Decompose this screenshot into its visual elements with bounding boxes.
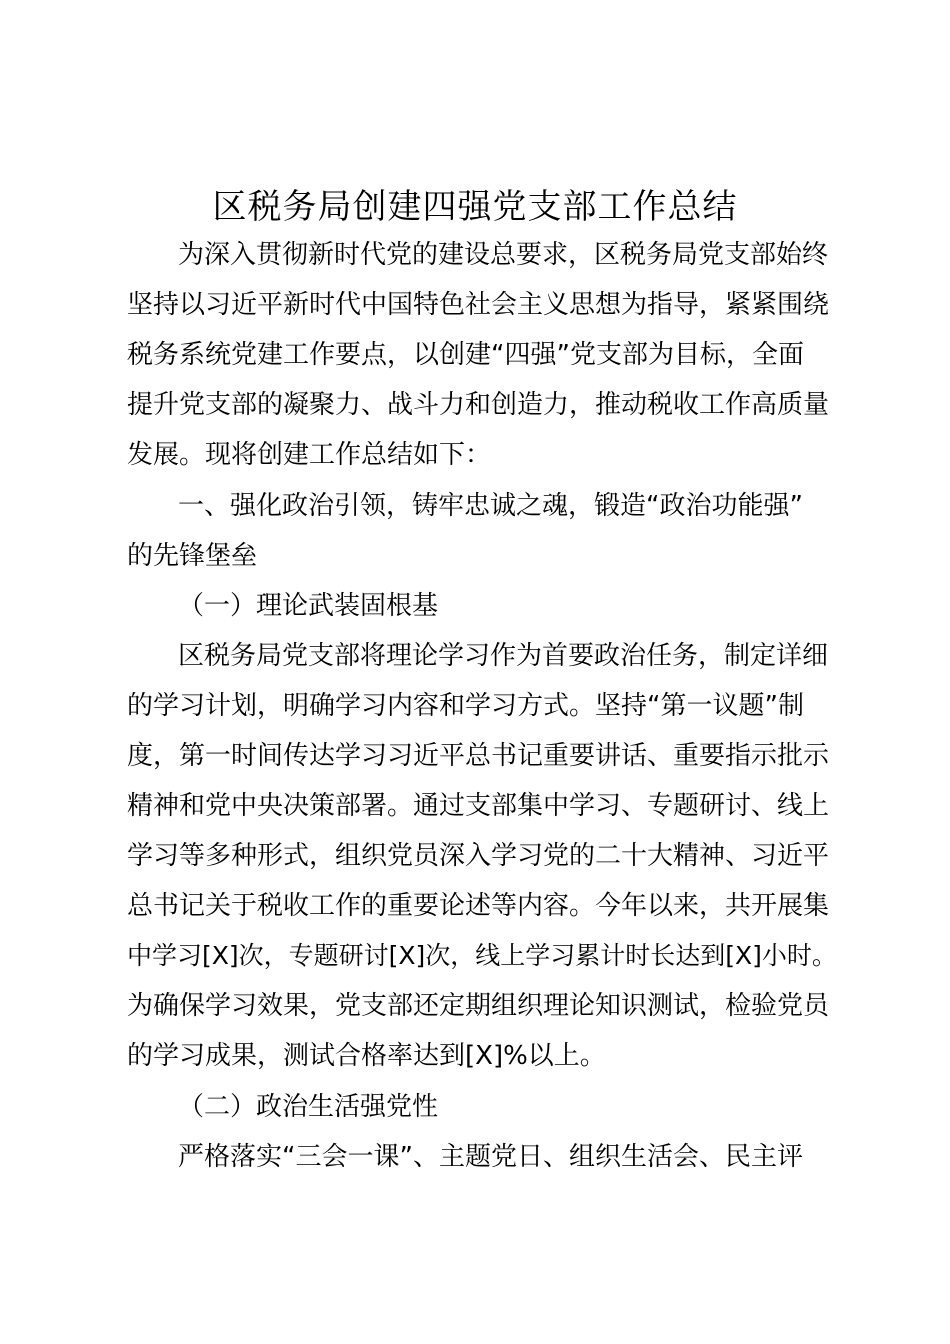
document-title: 区税务局创建四强党支部工作总结 — [212, 187, 738, 227]
body-line: 区税务局党支部将理论学习作为首要政治任务，制定详细 — [178, 641, 829, 671]
subsection-heading: （二）政治生活强党性 — [178, 1092, 439, 1122]
body-line: 中学习[X]次，专题研讨[X]次，线上学习累计时长达到[X]小时。 — [127, 941, 837, 970]
body-line: 坚持以习近平新时代中国特色社会主义思想为指导，紧紧围绕 — [127, 290, 830, 320]
body-line: 总书记关于税收工作的重要论述等内容。今年以来，共开展集 — [127, 891, 830, 921]
section-heading-line: 一、强化政治引领，铸牢忠诚之魂，锻造“政治功能强” — [178, 491, 803, 521]
subsection-heading: （一）理论武装固根基 — [178, 591, 439, 621]
body-line: 提升党支部的凝聚力、战斗力和创造力，推动税收工作高质量 — [127, 390, 830, 420]
body-line: 度，第一时间传达学习习近平总书记重要讲话、重要指示批示 — [127, 741, 830, 771]
body-line: 严格落实“三会一课”、主题党日、组织生活会、民主评 — [178, 1142, 803, 1172]
body-line: 发展。现将创建工作总结如下： — [127, 440, 492, 470]
body-line: 学习等多种形式，组织党员深入学习党的二十大精神、习近平 — [127, 841, 830, 871]
body-line: 精神和党中央决策部署。通过支部集中学习、专题研讨、线上 — [127, 791, 830, 821]
body-line: 为确保学习效果，党支部还定期组织理论知识测试，检验党员 — [127, 991, 830, 1021]
body-line: 的学习成果，测试合格率达到[X]%以上。 — [127, 1041, 606, 1071]
section-heading-line: 的先锋堡垒 — [127, 541, 258, 571]
body-line: 为深入贯彻新时代党的建设总要求，区税务局党支部始终 — [178, 240, 829, 270]
body-line: 的学习计划，明确学习内容和学习方式。坚持“第一议题”制 — [127, 691, 804, 721]
body-line: 税务系统党建工作要点，以创建“四强”党支部为目标，全面 — [127, 340, 804, 370]
